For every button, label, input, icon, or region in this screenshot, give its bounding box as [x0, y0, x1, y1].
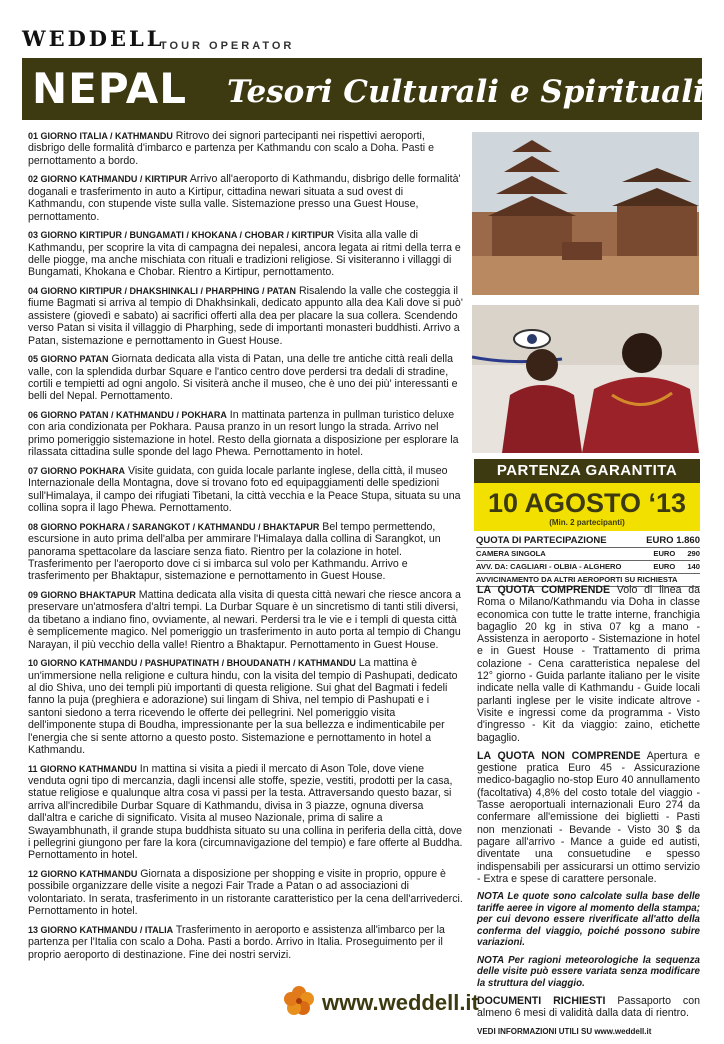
departure-date: 10 AGOSTO ‘13 [487, 488, 687, 518]
partenza-garantita-banner: PARTENZA GARANTITA [474, 459, 700, 483]
excludes-section: LA QUOTA NON COMPRENDE Apertura e gestione pratica Euro 45 - Assicurazione medico-bagaglio no-stop Euro 40 annullamento (facoltativa) 4,8% del costo totale del viaggio - Tasse aeroportuali internazionali Euro 274 da confermare all'emissione dei biglietti - Pasti non menzionati - Bevande - Visto 30 $ da pagare all'arrivo - Mance a guide ed autisti, diventate una consuetudine e spesso indispensabili per assicurarsi un ottimo servizio - Extra e spese di carattere personale. [477, 749, 700, 885]
title-banner [22, 58, 705, 120]
itinerary-day: 08 GIORNO POKHARA / SARANGKOT / KATHMANDU / BHAKTAPUR Bel tempo permettendo, escursione in auto prima dell'alba per ammirare l'Himalaya dalla collina di Sarangkot, un panorama spettacolare da lasciare senza fiato. Rientro per la colazione in hotel. Trasferimento per l'aeroporto dove ci si imbarca sul volo per Kathmandu. Arrivo e trasferimento per Bhaktapur, sistemazione e pernottamento in Guest House. [28, 520, 441, 583]
price-row: AVV. DA: CAGLIARI - OLBIA - ALGHERO EURO 140 [476, 561, 700, 574]
itinerary-day: 03 GIORNO KIRTIPUR / BUNGAMATI / KHOKANA / CHOBAR / KIRTIPUR Visita alla valle di Kathmandu, per scoprire la vita di campagna dei nepalesi, ancora legata ai ritmi della terra e delle piogge, ma anche mischiata con rituali e tradizioni religiose. Si visiteranno i villaggi di Bungamati, Khokana e Chobar. Rientro a Kirtipur, pernottamento. [28, 229, 461, 279]
itinerary-day: 12 GIORNO KATHMANDU Giornata a disposizione per shopping e visite in proprio, oppure è possibile organizzare delle visite a negozi Fair Trade a Patan o ad associazioni di volontariato. In serata, trasferimento in un ristorante caratteristico per la cena dell'arrivederci. Pernottamento in hotel. [28, 868, 463, 918]
itinerary-day: 04 GIORNO KIRTIPUR / DHAKSHINKALI / PHARPHING / PATAN Risalendo la valle che costeggia il fiume Bagmati si arriva al tempio di Dhakhsinkali, dedicato appunto alla dea Kali dove si può' assistere (giovedì e sabato) ai sacrifici offerti alla dea per placare la sua collera. Scendendo verso Patan si visita il villaggio di Pharphing, sede di importanti monasteri buddhisti. Arrivo a Patan, sistemazione e pernottamento in Guest House. [28, 285, 463, 347]
price-head-row: QUOTA DI PARTECIPAZIONE EURO 1.860 [476, 535, 700, 546]
fare-note: NOTA Le quote sono calcolate sulla base delle tariffe aeree in vigore al momento della stampa; per cui devono essere riverificate all'atto della conferma del viaggio, poiché possono subire variazioni. [477, 891, 700, 949]
itinerary [28, 130, 463, 967]
footer [284, 985, 479, 1020]
itinerary-day: 06 GIORNO PATAN / KATHMANDU / POKHARA In mattinata partenza in pullman turistico deluxe con aria condizionata per Pokhara. Pausa pranzo in un resort lungo la strada. Arrivo nel primo pomeriggio sistemazione in hotel. Resto della giornata a disposizione per esplorare la rilassata cittadina sulle sponde del lago Phewa. Pernottamento in hotel. [28, 409, 459, 459]
minimum-participants: (Min. 2 partecipanti) [549, 518, 625, 527]
terms-column [477, 584, 700, 1044]
itinerary-day: 13 GIORNO KATHMANDU / ITALIA Trasferimento in aeroporto e assistenza all'imbarco per la partenza per l'Italia con scalo a Doha. Pasti a bordo. Arrivo in Italia. Proseguimento per il proprio aeroporto di destinazione. Fine dei nostri servizi. [28, 923, 445, 961]
itinerary-day: 09 GIORNO BHAKTAPUR Mattina dedicata alla visita di questa città newari che riesce ancora a preservare un'atmosfera d'altri tempi. La Durbar Square è un sincretismo di tanti stili diversi, da tibetano a indiano fino, ovviamente, al newari. Perdersi tra le vie e i templi di questa città è semplicemente magico. Nel pomeriggio un trasferimento in auto porta al tempio di Changu Narayan, il più vecchio della valle! Rientro a Bhaktapur. Pernottamento in Guest House. [28, 588, 461, 651]
weather-note: NOTA Per ragioni meteorologiche la sequenza delle visite può essere variata senza modificare la struttura del viaggio. [477, 954, 700, 989]
price-note: AVVICINAMENTO DA ALTRI AEROPORTI SU RICHIESTA [476, 574, 700, 587]
page-subtitle: Tesori Culturali e Spirituali [227, 74, 705, 110]
itinerary-day: 05 GIORNO PATAN Giornata dedicata alla vista di Patan, una delle tre antiche città reali della valle, con la splendida durbar Square e l'antico centro dove perdersi tra dedali di stradine, cortili e tempietti ad ogni angolo. Si visiterà anche il museo, che è uno dei più' interessanti e belli del Nepal. Pernottamento. [28, 353, 458, 403]
website-link[interactable]: www.weddell.it [322, 989, 479, 1015]
price-row: CAMERA SINGOLA EURO 290 [476, 548, 700, 561]
itinerary-day: 11 GIORNO KATHMANDU In mattina si visita a piedi il mercato di Ason Tole, dove viene venduta ogni tipo di mercanzia, dagli incensi alle stoffe, spezie, vestiti, prodotti per la casa, statue religiose e qualunque altra cosa vi passi per la testa. Attraversando questo bazar, si arriva all'incredibile Durbar Square di Kathmandu, divisa in 3 piazze, ognuna diversa dall'altra e cariche di significato. Visita al museo Nazionale, prima di salire a Swayambhunath, il grande stupa buddhista situato su una collina in periferia della città, dove i pellegrini giungono per fare la kora (circumnavigazione del tempio) e fare offerte al Buddha. Pernottamento in hotel. [28, 762, 463, 862]
itinerary-day: 02 GIORNO KATHMANDU / KIRTIPUR Arrivo all'aeroporto di Kathmandu, disbrigo delle formalità' doganali e trasferimento in auto a Kirtipur, cittadina newari situata a sud ovest di Kathmandu, con stupende viste sulla valle. Sistemazione presso una Guest House, pernottamento. [28, 173, 461, 223]
includes-section: LA QUOTA COMPRENDE Volo di linea da Roma o Milano/Kathmandu via Doha in classe economica con tutte le tratte interne, franchigia bagaglio 20 kg in stiva 07 kg a mano - Assistenza in aeroporto - Sistemazione in hotel e in Guest House - Trattamento di prima colazione - Cena caratteristica nepalese del 12° giorno - Guida parlante italiano per le visite indicate nella valle di Kathmandu - Guide locali parlanti inglese per le visite indicate altrove - Visite e ingressi come da programma - Visto d'ingresso - Kit da viaggio: zaino, etichette bagaglio. [477, 584, 700, 744]
hibiscus-flower-icon [284, 985, 314, 1020]
temple-photo [472, 132, 699, 295]
page-title: NEPAL [32, 64, 188, 113]
tagline: TOUR OPERATOR [160, 40, 295, 52]
itinerary-day: 01 GIORNO ITALIA / KATHMANDU Ritrovo dei signori partecipanti nei rispettivi aeroporti, disbrigo delle formalità d'imbarco e partenza per Kathmandu con scalo a Doha. Pasti e pernottamento a bordo. [28, 130, 434, 167]
documents-section: DOCUMENTI RICHIESTI Passaporto con almeno 6 mesi di validità dalla data di rientro. [477, 995, 700, 1020]
monks-photo [472, 305, 699, 453]
itinerary-day: 10 GIORNO KATHMANDU / PASHUPATINATH / BHOUDANATH / KATHMANDU La mattina è un'immersione nella religione e cultura hindu, con la visita del tempio di Pashupati, dedicato al dio Shiva, uno dei templi più importanti di questa religione. Sui ghat del Bagmati i fedeli fanno la puja (preghiera e adorazione) sui lingam di Shiva, nel tempio di Pashupati e i santoni siedono a terra ricevendo le offerte dei pellegrini. Nel pomeriggio visita dell'imponente stupa di Boudha, impressionante per la sua bellezza e indimenticabile per l'energia che si sente attorno a questo posto. Sistemazione e pernottamento in hotel a Kathmandu. [28, 657, 458, 756]
price-table [476, 535, 700, 587]
departure-date-box [474, 483, 700, 531]
weddell-logo: WEDDELL [22, 26, 165, 51]
itinerary-day: 07 GIORNO POKHARA Visite guidata, con guida locale parlante inglese, della città, il museo Internazionale della Montagna, dove si trovano foto ed equipaggiamenti delle spedizioni sull'Himalaya, il campo dei rifugiati Tibetani, la città vecchia e la Peace Stupa, situata su una collina sopra il lago Phewa. Pernottamento. [28, 464, 461, 515]
info-link[interactable]: VEDI INFORMAZIONI UTILI SU www.weddell.it [477, 1026, 652, 1036]
